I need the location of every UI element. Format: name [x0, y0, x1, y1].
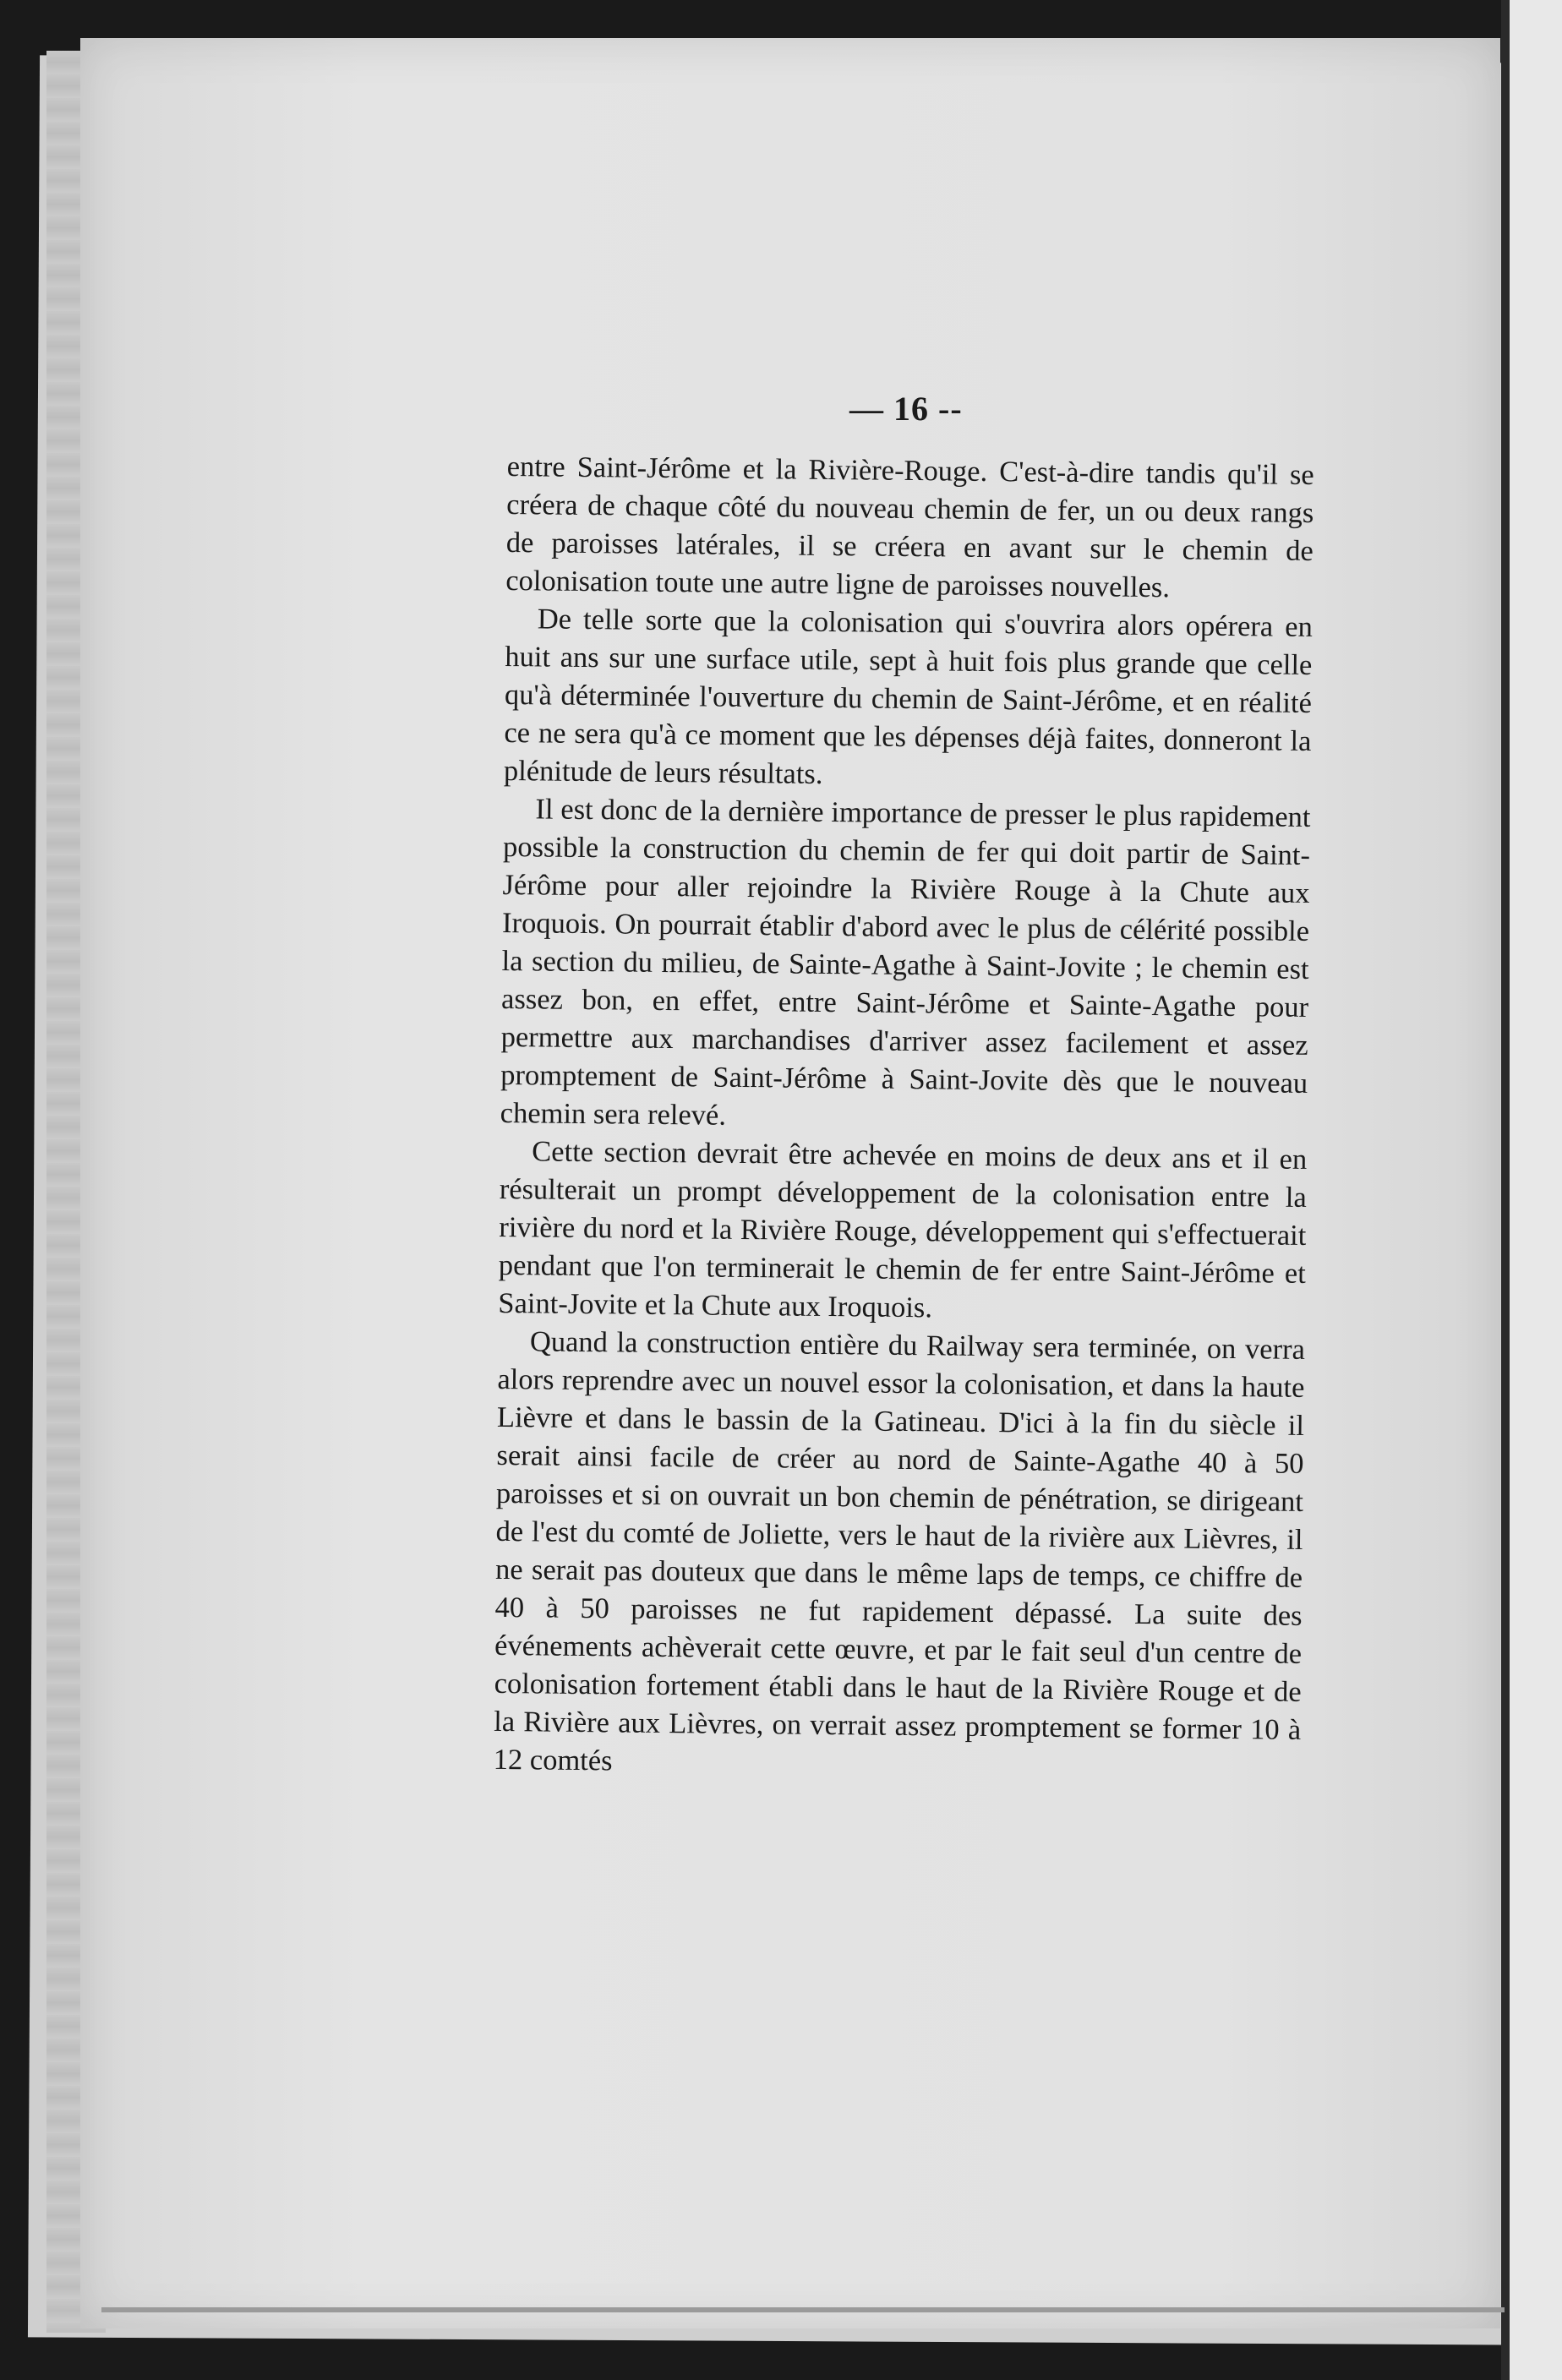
body-text	[494, 448, 1314, 1788]
page-bottom-edge	[101, 2307, 1505, 2312]
paragraph: Cette section devrait être achevée en moins de deux ans et il en résulterait un prompt développement de la colonisation entre la rivière du nord et la Rivière Rouge, développement qui s'effectuerait pendant que l'on terminerait le chemin de fer entre Saint-Jérôme et Saint-Jovite et la Chute aux Iroquois.	[498, 1135, 1308, 1324]
paragraph: De telle sorte que la colonisation qui s'ouvrira alors opérera en huit ans sur une surface utile, sept à huit fois plus grande que celle qu'à déterminée l'ouverture du chemin de Saint-Jérôme, et en réalité ce ne sera qu'à ce moment que les dépenses déjà faites, donneront la plénitude de leurs résultats.	[503, 603, 1314, 790]
facing-page-edge	[1501, 0, 1562, 2380]
page-number: — 16 --	[849, 390, 963, 428]
paragraph: Quand la construction entière du Railway sera terminée, on verra alors reprendre avec un nouvel essor la colonisation, et dans la haute Lièvre et dans le bassin de la Gatineau. D'ici à la fin du siècle il serait ainsi facile de créer au nord de Sainte-Agathe 40 à 50 paroisses et si on ouvrait un bon chemin de pénétration, se dirigeant de l'est du comté de Joliette, vers le haut de la rivière aux Lièvres, il ne serait pas douteux que dans le même laps de temps, ce chiffre de 40 à 50 paroisses ne fut rapidement dépassé. La suite des événements achèverait cette œuvre, et par le fait seul d'un centre de colonisation fortement établi dans le haut de la Rivière Rouge et de la Rivière aux Lièvres, on verrait assez promptement se former 10 à 12 comtés	[493, 1325, 1306, 1777]
paragraph: entre Saint-Jérôme et la Rivière-Rouge. C'est-à-dire tandis qu'il se créera de chaque côté du nouveau chemin de fer, un ou deux rangs de paroisses latérales, il se créera en avant sur le chemin de colonisation toute une autre ligne de paroisses nouvelles.	[505, 450, 1314, 604]
paragraph: Il est donc de la dernière importance de presser le plus rapidement possible la construction du chemin de fer qui doit partir de Saint-Jérôme pour aller rejoindre la Rivière Rouge à la Chute aux Iroquois. On pourrait établir d'abord avec le plus de célérité possible la section du milieu, de Sainte-Agathe à Saint-Jovite ; le chemin est assez bon, en effet, entre Saint-Jérôme et Sainte-Agathe pour permettre aux marchandises d'arriver assez facilement et assez promptement de Saint-Jérôme à Saint-Jovite dès que le nouveau chemin sera relevé.	[500, 793, 1311, 1132]
